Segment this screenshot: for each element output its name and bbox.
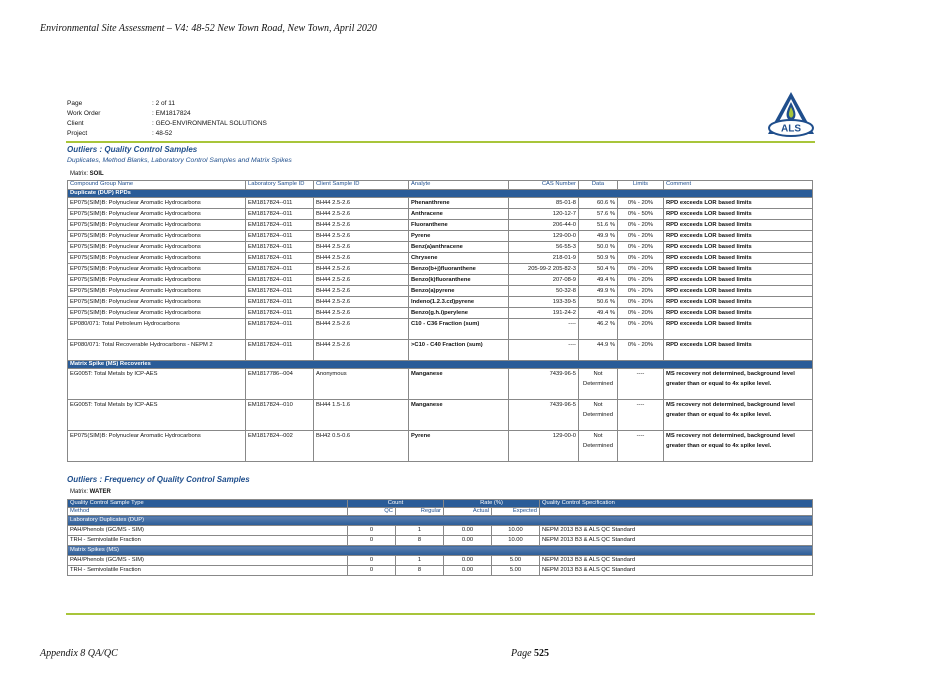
table-cell: NEPM 2013 B3 & ALS QC Standard	[540, 556, 813, 566]
table-cell: 50.9 %	[579, 253, 618, 264]
meta-key: Work Order	[67, 110, 101, 117]
table-cell: 8	[396, 536, 444, 546]
table-row	[68, 536, 813, 546]
table-cell: RPD exceeds LOR based limits	[664, 275, 813, 286]
section-title-frequency: Outliers : Frequency of Quality Control Samples	[67, 475, 250, 484]
table-cell: 120-12-7	[509, 209, 579, 220]
group-row	[68, 516, 813, 526]
table-cell: Benzo(b+j)fluoranthene	[409, 264, 509, 275]
table-row	[68, 369, 813, 400]
col-header: Expected	[492, 508, 540, 516]
table-cell: 0.00	[444, 536, 492, 546]
table-cell: 207-08-9	[509, 275, 579, 286]
table-cell: Manganese	[409, 369, 509, 400]
table-cell: RPD exceeds LOR based limits	[664, 308, 813, 319]
table-cell: ----	[618, 369, 664, 400]
table-cell: EM1817824--011	[246, 209, 314, 220]
table-cell: RPD exceeds LOR based limits	[664, 198, 813, 209]
table-cell: BH44 2.5-2.6	[314, 253, 409, 264]
group-label: Laboratory Duplicates (DUP)	[68, 516, 813, 526]
table-cell: 51.6 %	[579, 220, 618, 231]
table-cell: Pyrene	[409, 431, 509, 462]
table-cell: 0	[348, 556, 396, 566]
table-cell: Indeno(1.2.3.cd)pyrene	[409, 297, 509, 308]
meta-row-work-order	[67, 109, 267, 119]
table-row	[68, 275, 813, 286]
footer-appendix: Appendix 8 QA/QC	[40, 648, 118, 659]
table-cell: EM1817824--011	[246, 286, 314, 297]
meta-value: : 48-52	[152, 130, 173, 137]
table-cell: RPD exceeds LOR based limits	[664, 242, 813, 253]
page-label: Page	[511, 648, 532, 659]
group-label: Matrix Spikes (MS)	[68, 546, 813, 556]
table-cell: BH42 0.5-0.6	[314, 431, 409, 462]
table-cell: Not Determined	[579, 369, 618, 400]
table-cell: BH44 2.5-2.6	[314, 340, 409, 361]
table-cell: EP080/071: Total Recoverable Hydrocarbons - NEPM 2	[68, 340, 246, 361]
table-cell: Pyrene	[409, 231, 509, 242]
table-cell: 0% - 20%	[618, 264, 664, 275]
table-cell: ----	[618, 400, 664, 431]
table-cell: RPD exceeds LOR based limits	[664, 319, 813, 340]
table-cell: ----	[509, 340, 579, 361]
table-cell: 0% - 20%	[618, 253, 664, 264]
table-cell: BH44 2.5-2.6	[314, 231, 409, 242]
table-cell: 8	[396, 566, 444, 576]
table-cell: EM1817824--011	[246, 264, 314, 275]
table-row	[68, 400, 813, 431]
table-cell: Fluoranthene	[409, 220, 509, 231]
table-cell: RPD exceeds LOR based limits	[664, 286, 813, 297]
frequency-table	[67, 499, 813, 576]
table-cell: BH44 2.5-2.6	[314, 297, 409, 308]
table-cell: 7439-96-5	[509, 369, 579, 400]
table-cell: 0% - 20%	[618, 242, 664, 253]
table-cell: EP075(SIM)B: Polynuclear Aromatic Hydrocarbons	[68, 198, 246, 209]
table-cell: EG005T: Total Metals by ICP-AES	[68, 400, 246, 431]
table-cell: 49.9 %	[579, 231, 618, 242]
table-cell: EP075(SIM)B: Polynuclear Aromatic Hydrocarbons	[68, 231, 246, 242]
matrix-value: SOIL	[89, 171, 104, 177]
table-cell: 0% - 20%	[618, 308, 664, 319]
col-header: Data	[579, 181, 618, 190]
table-cell: BH44 2.5-2.6	[314, 242, 409, 253]
meta-key: Project	[67, 130, 88, 137]
table-cell: EM1817824--011	[246, 340, 314, 361]
table-cell: EP075(SIM)B: Polynuclear Aromatic Hydrocarbons	[68, 286, 246, 297]
table-cell: EP075(SIM)B: Polynuclear Aromatic Hydrocarbons	[68, 431, 246, 462]
table-cell: 129-00-0	[509, 231, 579, 242]
table-cell: EP075(SIM)B: Polynuclear Aromatic Hydrocarbons	[68, 264, 246, 275]
footer-page-number	[511, 648, 549, 659]
table-cell: 5.00	[492, 566, 540, 576]
table-cell: RPD exceeds LOR based limits	[664, 209, 813, 220]
col-header: Laboratory Sample ID	[246, 181, 314, 190]
als-logo	[766, 90, 816, 138]
outliers-table	[67, 180, 813, 462]
table-cell: MS recovery not determined, background level greater than or equal to 4x spike level.	[664, 369, 813, 400]
table-cell: 0% - 20%	[618, 231, 664, 242]
table-cell: EP080/071: Total Petroleum Hydrocarbons	[68, 319, 246, 340]
col-header: Compound Group Name	[68, 181, 246, 190]
table-row	[68, 253, 813, 264]
table-cell: 0% - 20%	[618, 275, 664, 286]
meta-value: : EM1817824	[152, 110, 191, 117]
table-cell: 0% - 50%	[618, 209, 664, 220]
outliers-header-row	[68, 181, 813, 190]
matrix-value: WATER	[89, 489, 111, 495]
table-cell: 129-00-0	[509, 431, 579, 462]
table-row	[68, 526, 813, 536]
table-cell: TRH - Semivolatile Fraction	[68, 536, 348, 546]
col-header: Comment	[664, 181, 813, 190]
table-cell: BH44 2.5-2.6	[314, 286, 409, 297]
group-row-ms	[68, 361, 813, 369]
table-row	[68, 231, 813, 242]
table-cell: MS recovery not determined, background level greater than or equal to 4x spike level.	[664, 431, 813, 462]
col-header: Quality Control Sample Type	[68, 500, 348, 508]
table-cell: RPD exceeds LOR based limits	[664, 231, 813, 242]
table-cell: 57.6 %	[579, 209, 618, 220]
table-cell: 0% - 20%	[618, 340, 664, 361]
matrix-key: Matrix:	[70, 171, 88, 177]
table-cell: NEPM 2013 B3 & ALS QC Standard	[540, 536, 813, 546]
col-header: CAS Number	[509, 181, 579, 190]
col-header: Analyte	[409, 181, 509, 190]
table-cell: MS recovery not determined, background level greater than or equal to 4x spike level.	[664, 400, 813, 431]
table-cell: 50.6 %	[579, 297, 618, 308]
table-cell: BH44 1.5-1.6	[314, 400, 409, 431]
table-row	[68, 556, 813, 566]
meta-value: : 2 of 11	[152, 100, 176, 107]
table-cell: 0	[348, 526, 396, 536]
section-subtitle-outliers: Duplicates, Method Blanks, Laboratory Control Samples and Matrix Spikes	[67, 157, 292, 164]
footer-divider	[66, 613, 815, 615]
table-cell: Phenanthrene	[409, 198, 509, 209]
table-cell: 0.00	[444, 556, 492, 566]
table-cell: ----	[509, 319, 579, 340]
table-row	[68, 220, 813, 231]
table-cell: Manganese	[409, 400, 509, 431]
table-cell: 193-39-5	[509, 297, 579, 308]
meta-row-project	[67, 129, 267, 139]
document-header-title: Environmental Site Assessment – V4: 48-52 New Town Road, New Town, April 2020	[40, 23, 377, 34]
table-cell: EM1817824--011	[246, 253, 314, 264]
table-cell: 49.4 %	[579, 308, 618, 319]
table-cell: EP075(SIM)B: Polynuclear Aromatic Hydrocarbons	[68, 209, 246, 220]
header-divider	[66, 141, 815, 143]
table-cell: RPD exceeds LOR based limits	[664, 253, 813, 264]
meta-key: Page	[67, 100, 83, 107]
table-cell: ----	[618, 431, 664, 462]
table-cell: Anonymous	[314, 369, 409, 400]
table-cell: 85-01-8	[509, 198, 579, 209]
col-header: Rate (%)	[444, 500, 540, 508]
col-header: Client Sample ID	[314, 181, 409, 190]
table-cell: RPD exceeds LOR based limits	[664, 220, 813, 231]
table-cell: >C10 - C40 Fraction (sum)	[409, 340, 509, 361]
logo-text: ALS	[781, 123, 801, 135]
col-header: Actual	[444, 508, 492, 516]
table-cell: EM1817824--010	[246, 400, 314, 431]
table-cell: C10 - C36 Fraction (sum)	[409, 319, 509, 340]
col-header: QC	[348, 508, 396, 516]
table-cell: EM1817824--011	[246, 319, 314, 340]
group-row	[68, 546, 813, 556]
table-cell: 0.00	[444, 526, 492, 536]
table-cell: NEPM 2013 B3 & ALS QC Standard	[540, 526, 813, 536]
table-row	[68, 242, 813, 253]
frequency-header-row-1	[68, 500, 813, 508]
col-header: Regular	[396, 508, 444, 516]
table-row	[68, 340, 813, 361]
table-cell: Chrysene	[409, 253, 509, 264]
table-cell: 46.2 %	[579, 319, 618, 340]
table-cell: RPD exceeds LOR based limits	[664, 264, 813, 275]
table-cell: EM1817824--011	[246, 297, 314, 308]
table-row	[68, 286, 813, 297]
table-cell: 205-99-2 205-82-3	[509, 264, 579, 275]
table-cell: 50.0 %	[579, 242, 618, 253]
table-cell: EP075(SIM)B: Polynuclear Aromatic Hydrocarbons	[68, 242, 246, 253]
table-cell: EP075(SIM)B: Polynuclear Aromatic Hydrocarbons	[68, 297, 246, 308]
table-cell: 0.00	[444, 566, 492, 576]
table-cell: 0% - 20%	[618, 198, 664, 209]
table-cell: PAH/Phenols (GC/MS - SIM)	[68, 526, 348, 536]
table-cell: BH44 2.5-2.6	[314, 275, 409, 286]
matrix-label-soil	[70, 171, 104, 177]
page-number: 525	[534, 648, 550, 659]
table-cell: 206-44-0	[509, 220, 579, 231]
table-cell: EP075(SIM)B: Polynuclear Aromatic Hydrocarbons	[68, 308, 246, 319]
table-cell: 0	[348, 566, 396, 576]
table-row	[68, 297, 813, 308]
group-label: Matrix Spike (MS) Recoveries	[68, 361, 813, 369]
table-cell: BH44 2.5-2.6	[314, 308, 409, 319]
matrix-label-water	[70, 489, 111, 495]
table-cell: 50-32-8	[509, 286, 579, 297]
table-row	[68, 209, 813, 220]
table-cell: EM1817824--011	[246, 308, 314, 319]
table-cell: 10.00	[492, 526, 540, 536]
col-header: Quality Control Specification	[540, 500, 813, 508]
table-cell: 49.4 %	[579, 275, 618, 286]
meta-row-page	[67, 99, 267, 109]
table-cell: 5.00	[492, 556, 540, 566]
group-row-dup	[68, 190, 813, 198]
col-header: Method	[68, 508, 348, 516]
table-cell: EM1817824--011	[246, 275, 314, 286]
table-cell: 0% - 20%	[618, 220, 664, 231]
table-cell: RPD exceeds LOR based limits	[664, 340, 813, 361]
table-cell: Not Determined	[579, 400, 618, 431]
table-cell: BH44 2.5-2.6	[314, 220, 409, 231]
report-meta	[67, 99, 267, 139]
table-row	[68, 566, 813, 576]
table-cell: Benzo(g.h.i)perylene	[409, 308, 509, 319]
table-cell: 0% - 20%	[618, 297, 664, 308]
group-label: Duplicate (DUP) RPDs	[68, 190, 813, 198]
table-cell: BH44 2.5-2.6	[314, 198, 409, 209]
table-cell: Benzo(a)pyrene	[409, 286, 509, 297]
table-cell: 49.9 %	[579, 286, 618, 297]
table-cell: 10.00	[492, 536, 540, 546]
table-cell: EM1817824--011	[246, 242, 314, 253]
table-row	[68, 319, 813, 340]
table-row	[68, 431, 813, 462]
table-cell: 60.6 %	[579, 198, 618, 209]
table-cell: RPD exceeds LOR based limits	[664, 297, 813, 308]
table-cell: TRH - Semivolatile Fraction	[68, 566, 348, 576]
matrix-key: Matrix:	[70, 489, 88, 495]
table-cell: 218-01-9	[509, 253, 579, 264]
table-cell: 0	[348, 536, 396, 546]
table-cell: BH44 2.5-2.6	[314, 319, 409, 340]
meta-key: Client	[67, 120, 84, 127]
table-cell: EP075(SIM)B: Polynuclear Aromatic Hydrocarbons	[68, 220, 246, 231]
table-cell: 0% - 20%	[618, 319, 664, 340]
table-cell: 0% - 20%	[618, 286, 664, 297]
table-cell: 56-55-3	[509, 242, 579, 253]
table-row	[68, 264, 813, 275]
table-cell: 1	[396, 526, 444, 536]
table-cell: 191-24-2	[509, 308, 579, 319]
table-cell: 1	[396, 556, 444, 566]
table-cell: NEPM 2013 B3 & ALS QC Standard	[540, 566, 813, 576]
col-header: Count	[348, 500, 444, 508]
table-cell: 50.4 %	[579, 264, 618, 275]
table-cell: BH44 2.5-2.6	[314, 209, 409, 220]
table-row	[68, 308, 813, 319]
col-header-empty	[540, 508, 813, 516]
meta-row-client	[67, 119, 267, 129]
table-cell: PAH/Phenols (GC/MS - SIM)	[68, 556, 348, 566]
table-cell: EP075(SIM)B: Polynuclear Aromatic Hydrocarbons	[68, 275, 246, 286]
table-cell: Benzo(k)fluoranthene	[409, 275, 509, 286]
table-cell: Anthracene	[409, 209, 509, 220]
table-row	[68, 198, 813, 209]
table-cell: EM1817824--011	[246, 198, 314, 209]
table-cell: BH44 2.5-2.6	[314, 264, 409, 275]
table-cell: EM1817824--002	[246, 431, 314, 462]
table-cell: EM1817824--011	[246, 231, 314, 242]
table-cell: EP075(SIM)B: Polynuclear Aromatic Hydrocarbons	[68, 253, 246, 264]
col-header: Limits	[618, 181, 664, 190]
table-cell: EM1817786--004	[246, 369, 314, 400]
table-cell: Not Determined	[579, 431, 618, 462]
meta-value: : GEO-ENVIRONMENTAL SOLUTIONS	[152, 120, 267, 127]
table-cell: Benz(a)anthracene	[409, 242, 509, 253]
section-title-outliers: Outliers : Quality Control Samples	[67, 145, 198, 154]
frequency-header-row-2	[68, 508, 813, 516]
table-cell: 44.9 %	[579, 340, 618, 361]
table-cell: EM1817824--011	[246, 220, 314, 231]
table-cell: EG005T: Total Metals by ICP-AES	[68, 369, 246, 400]
table-cell: 7439-96-5	[509, 400, 579, 431]
